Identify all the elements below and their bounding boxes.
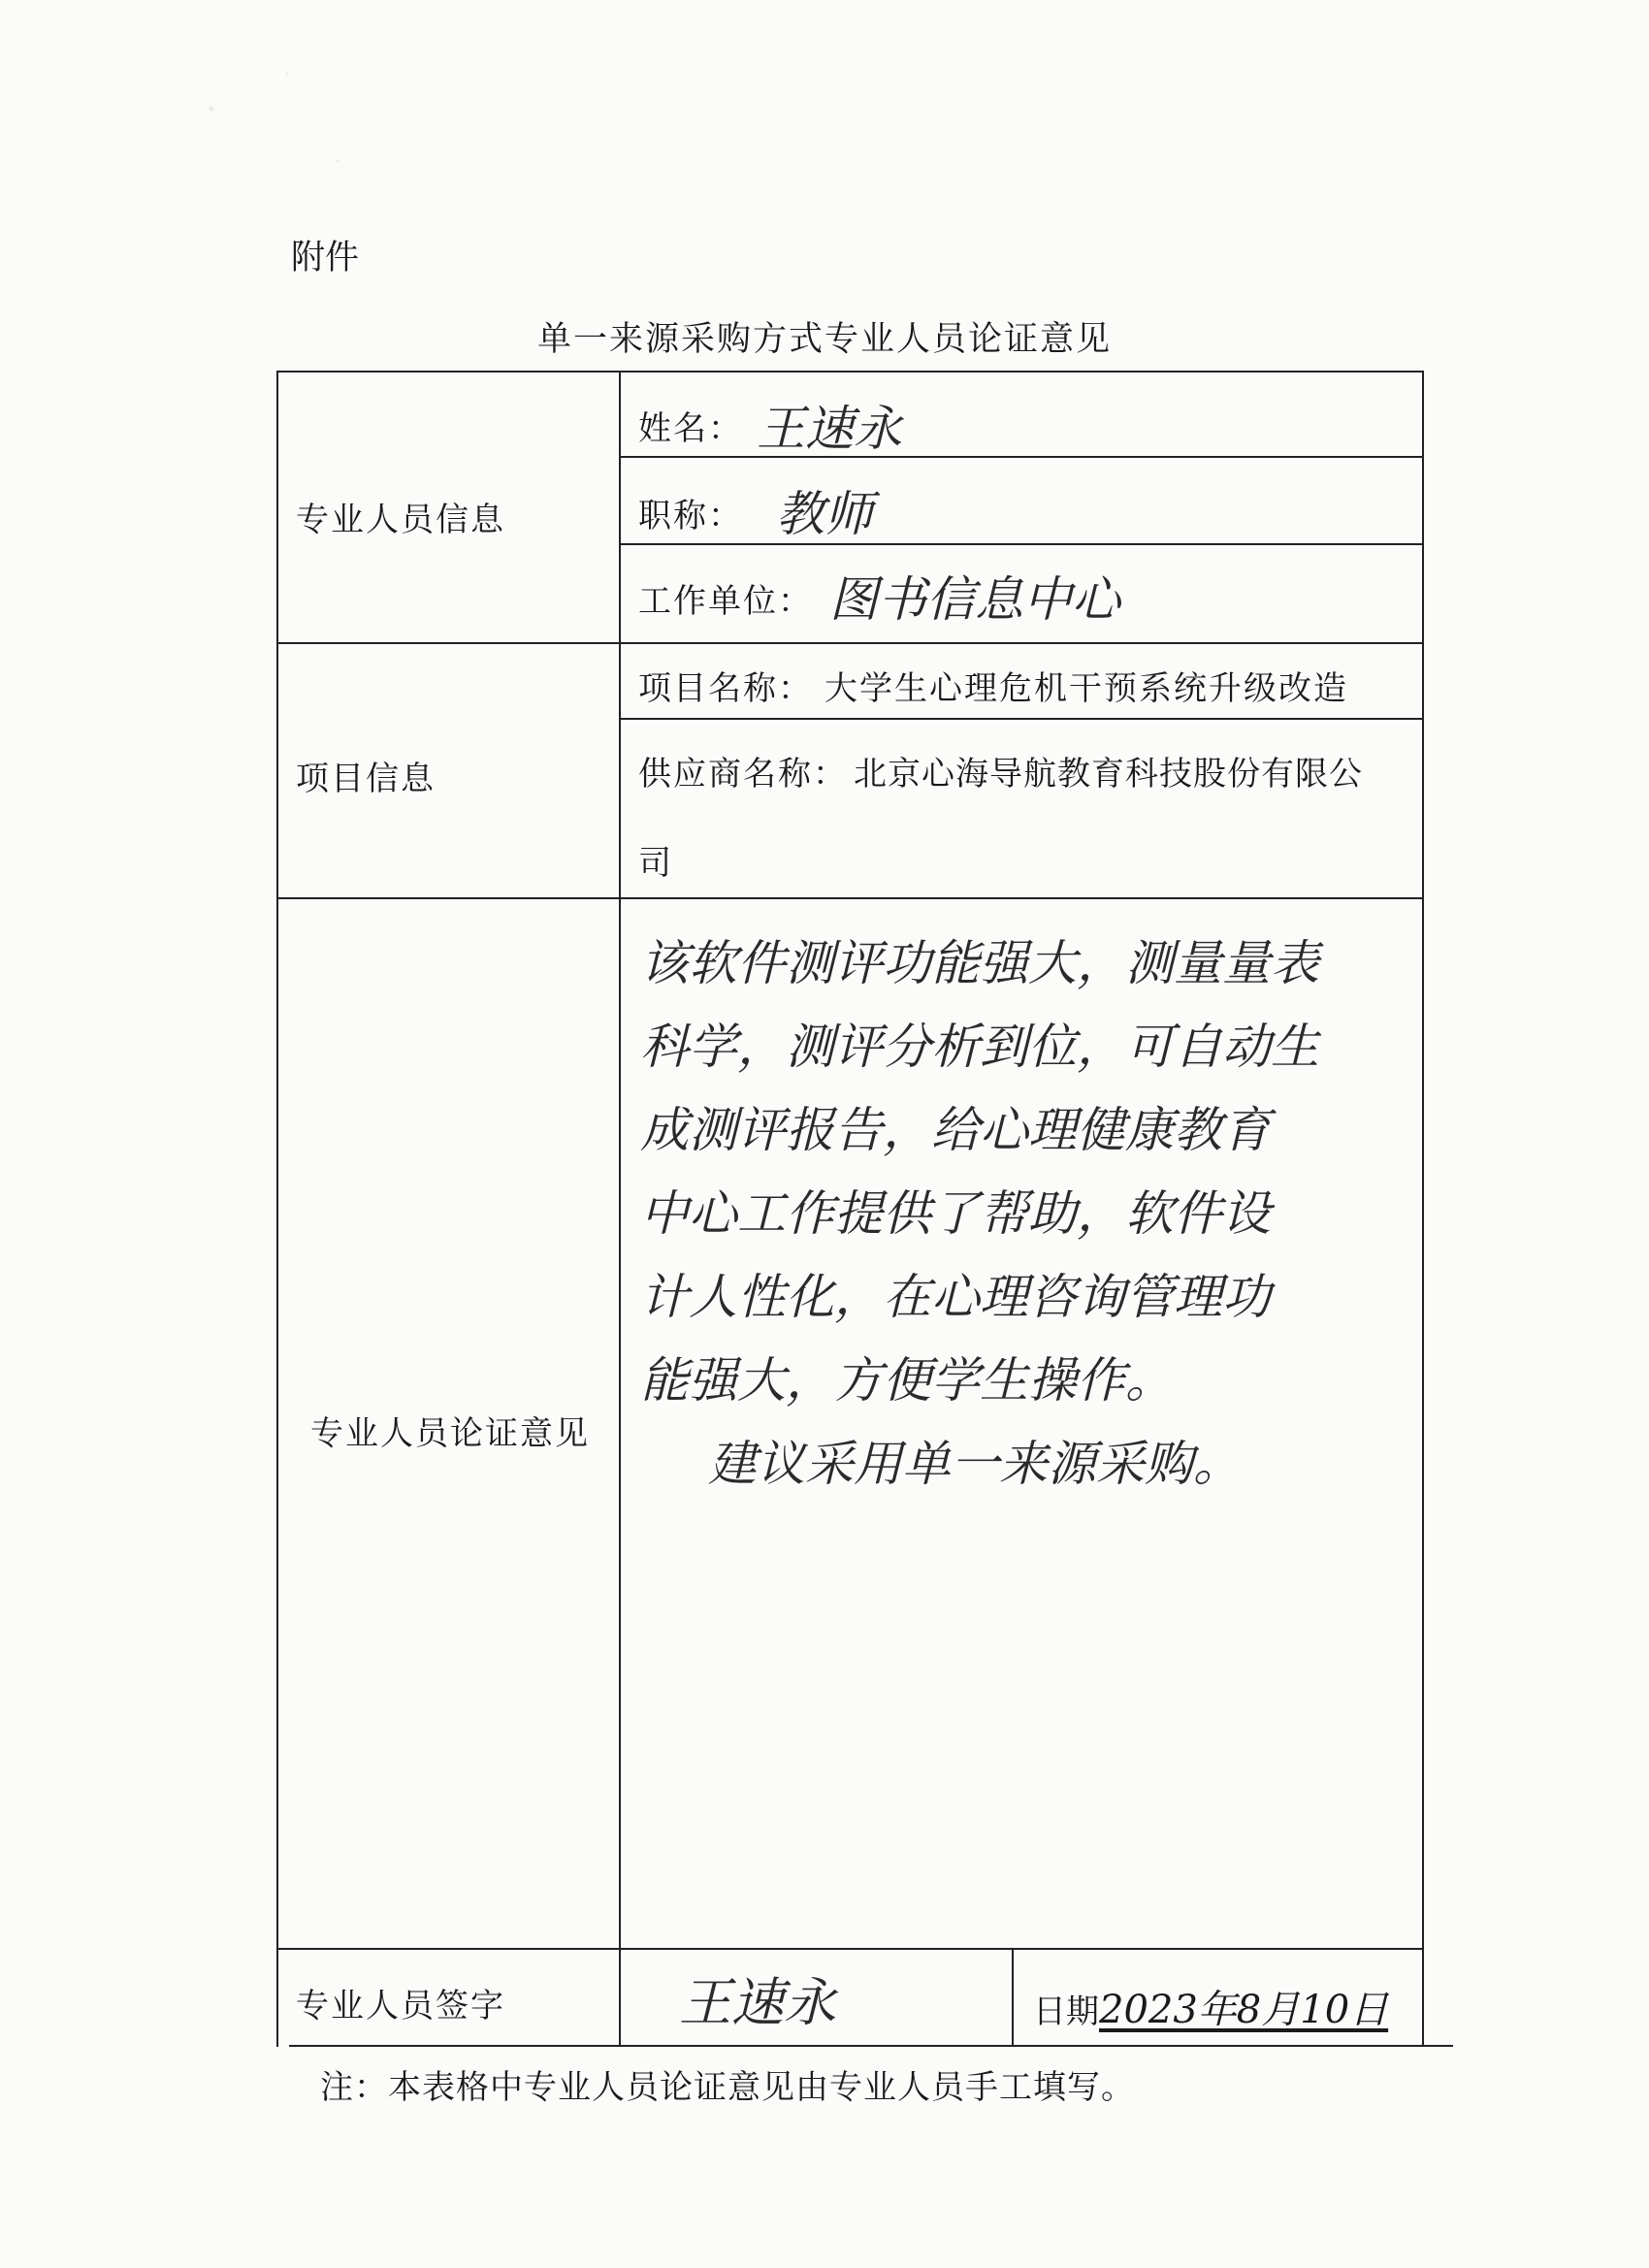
job-title-label: 职称：	[638, 497, 743, 535]
subrow-divider	[619, 718, 1424, 720]
expert-info-label: 专业人员信息	[296, 501, 505, 539]
row-divider	[276, 642, 1424, 644]
date-field	[1033, 1979, 1388, 2034]
subrow-divider	[619, 543, 1424, 545]
opinion-line: 科学，测评分析到位，可自动生	[640, 1019, 1319, 1075]
signature-divider	[1012, 1948, 1014, 2045]
row-divider	[276, 897, 1424, 899]
supplier-value-line1: 北京心海导航教育科技股份有限公	[854, 755, 1363, 794]
opinion-line: 计人性化，在心理咨询管理功	[640, 1269, 1271, 1325]
supplier-label: 供应商名称：	[638, 755, 848, 794]
opinion-line: 成测评报告，给心理健康教育	[640, 1102, 1271, 1158]
table-border-top	[276, 371, 1424, 373]
footnote: 注：本表格中专业人员论证意见由专业人员手工填写。	[320, 2068, 1135, 2107]
project-info-label: 项目信息	[296, 760, 436, 798]
scan-noise	[136, 39, 388, 213]
signature-handwriting: 王速永	[679, 1972, 836, 2033]
signature-label: 专业人员签字	[296, 1987, 505, 2025]
project-name-label: 项目名称：	[638, 669, 813, 708]
work-unit-handwriting: 图书信息中心	[829, 571, 1120, 628]
opinion-handwriting	[640, 922, 1455, 1506]
page-title: 单一来源采购方式专业人员论证意见	[536, 320, 1112, 359]
supplier-value-line2: 司	[638, 844, 673, 883]
column-divider	[619, 371, 621, 2045]
attachment-label: 附件	[291, 239, 360, 277]
opinion-line: 能强大，方便学生操作。	[640, 1352, 1174, 1409]
opinion-label: 专业人员论证意见	[310, 1414, 590, 1453]
opinion-line: 建议采用单一来源采购。	[708, 1436, 1242, 1492]
row-divider	[276, 1948, 1424, 1950]
name-label: 姓名：	[638, 409, 743, 448]
name-handwriting: 王速永	[757, 401, 902, 457]
project-name-value: 大学生心理危机干预系统升级改造	[824, 669, 1348, 708]
date-label: 日期	[1033, 1993, 1099, 2031]
work-unit-label: 工作单位：	[638, 582, 813, 621]
subrow-divider	[619, 456, 1424, 458]
opinion-line: 该软件测评功能强大，测量量表	[640, 935, 1319, 991]
date-handwriting: 2023年8月10日	[1099, 1988, 1389, 2032]
table-border-left	[276, 371, 278, 2047]
opinion-line: 中心工作提供了帮助，软件设	[640, 1185, 1271, 1242]
table-border-bottom	[289, 2045, 1453, 2047]
job-title-handwriting: 教师	[776, 486, 873, 542]
